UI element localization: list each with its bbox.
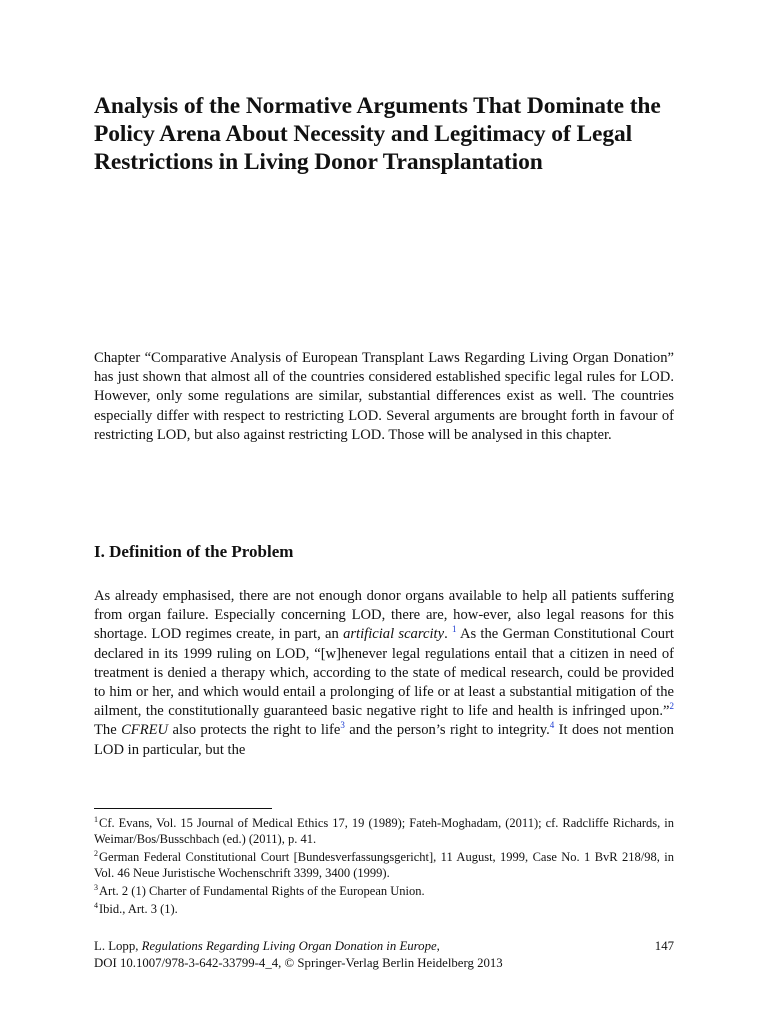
body-text: The	[94, 722, 122, 739]
doi-line: DOI 10.1007/978-3-642-33799-4_4, © Springer-Verlag Berlin Heidelberg 2013	[94, 955, 503, 970]
section-heading: I. Definition of the Problem	[94, 542, 294, 561]
footnote-1	[94, 815, 674, 847]
footnote-ref-1[interactable]: 1	[451, 624, 457, 635]
footnote-4	[94, 901, 674, 917]
footnote-number: 3	[94, 883, 98, 892]
body-italic-text: CFREU	[121, 722, 169, 739]
page-footer	[94, 938, 674, 971]
footnote-ref-3[interactable]: 3	[340, 720, 345, 731]
citation-line	[94, 938, 674, 955]
footnote-text: German Federal Constitutional Court [Bundesverfassungsgericht], 11 August, 1999, Case No. 1 BvR 218/98, in Vol. 46 Neue Juristische Wochenschrift 3399, 3400 (1999).	[94, 850, 674, 880]
body-italic-text: artificial scarcity	[343, 626, 445, 643]
body-text: and the person’s right to integrity.	[344, 722, 550, 739]
body-text: It does not mention LOD in particular, but the	[94, 722, 674, 758]
body-text: .	[444, 626, 452, 643]
chapter-title: Analysis of the Normative Arguments That Dominate the Policy Arena About Necessity and Legitimacy of Legal Restrictions in Living Donor Transplantation	[94, 93, 661, 175]
body-text: As the German Constitutional Court declared in its 1999 ruling on LOD, “[w]henever legal regulations entail that a citizen in need of treatment is denied a therapy which, according to the state of medical research, could be provided to him or her, and which would entail a prolonging of life or at least a substantial mitigation of the ailment, the constitutionally guaranteed basic negative right to life and health is infringed upon.”	[94, 626, 674, 720]
author-name: L. Lopp,	[94, 939, 142, 953]
footnote-2	[94, 849, 674, 881]
footnote-number: 4	[94, 901, 98, 910]
intro-paragraph: Chapter “Comparative Analysis of European Transplant Laws Regarding Living Organ Donation” has just shown that almost all of the countries considered established specific legal rules for LOD. However, only some regulations are similar, substantial differences exist as well. The countries especially differ with respect to restricting LOD. Several arguments are brought forth in favour of restricting LOD, but also against restricting LOD. Those will be analysed in this chapter.	[94, 350, 674, 443]
footnote-number: 1	[94, 815, 98, 824]
footnote-divider	[94, 808, 272, 809]
page-number: 147	[654, 939, 674, 953]
footnote-text: Cf. Evans, Vol. 15 Journal of Medical Ethics 17, 19 (1989); Fateh-Moghadam, (2011); cf. Radcliffe Richards, in Weimar/Bos/Busschbach (ed.) (2011), p. 41.	[94, 816, 674, 846]
footnote-ref-2[interactable]: 2	[669, 701, 674, 712]
body-text: also protects the right to life	[168, 722, 341, 739]
citation-comma: ,	[436, 939, 440, 953]
body-paragraph	[94, 587, 674, 760]
footnote-number: 2	[94, 849, 98, 858]
body-text: As already emphasised, there are not enough donor organs available to help all patients suffering from organ failure. Especially concerning LOD, there are, how-ever, also legal reasons for this shortage. LOD regimes create, in part, an	[94, 588, 674, 643]
footnote-text: Ibid., Art. 3 (1).	[99, 902, 178, 916]
book-title: Regulations Regarding Living Organ Donation in Europe	[141, 939, 437, 953]
footnote-ref-4[interactable]: 4	[549, 720, 555, 731]
footnotes	[94, 815, 674, 919]
footnote-text: Art. 2 (1) Charter of Fundamental Rights of the European Union.	[99, 884, 425, 898]
footnote-3	[94, 883, 674, 899]
